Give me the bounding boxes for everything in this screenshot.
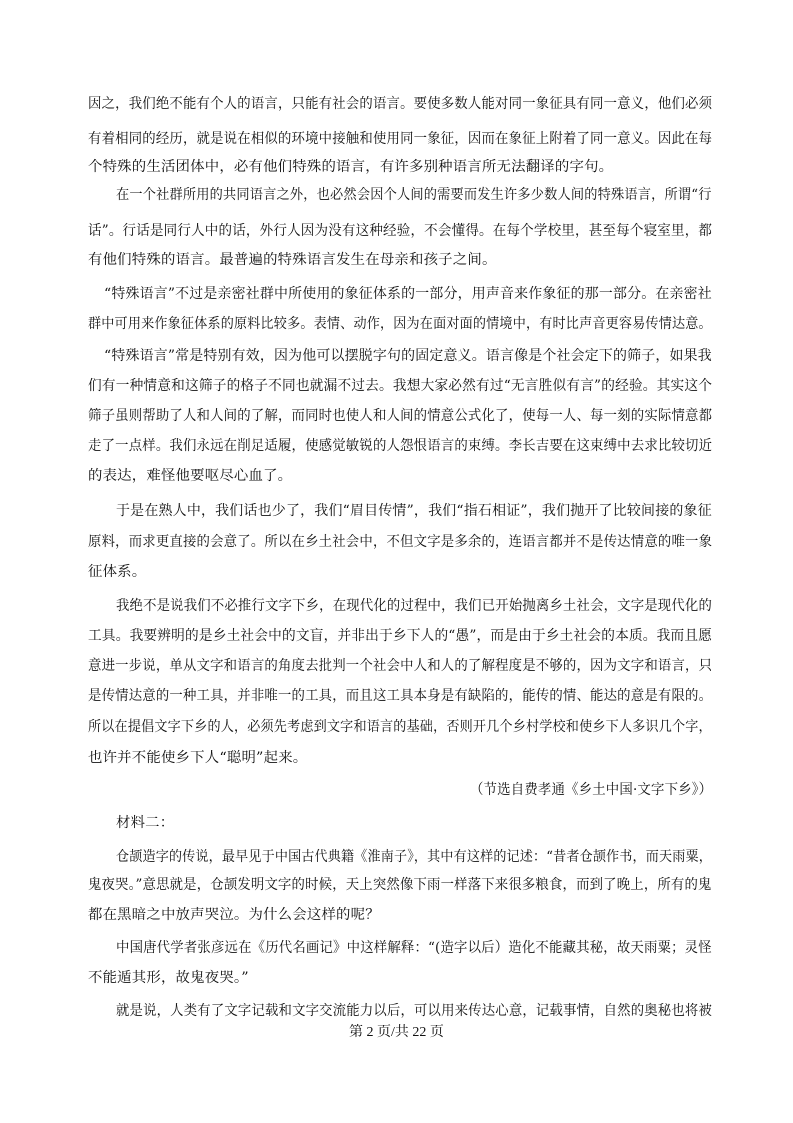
text-line: 仓颉造字的传说，最早见于中国古代典籍《淮南子》，其中有这样的记述：“昔者仓颉作书，而天雨粟， (116, 849, 712, 865)
text-line: 筛子虽则帮助了人和人间的了解，而同时也使人和人间的情意公式化了，使每一人、每一刻的实际情意都 (88, 408, 713, 424)
text-line: 原料，而求更直接的会意了。所以在乡土社会中，不但文字是多余的，连语言都并不是传达情意的唯一象 (88, 534, 713, 550)
text-line: 于是在熟人中，我们话也少了，我们“眉目传情”，我们“指石相证”，我们抛开了比较间接的象征 (116, 503, 712, 519)
text-line: 群中可用来作象征体系的原料比较多。表情、动作，因为在面对面的情境中，有时比声音更容易传情达意。 (88, 316, 712, 332)
text-line: 中国唐代学者张彦远在《历代名画记》中这样解释：“(造字以后）造化不能藏其秘，故天雨粟；灵怪 (116, 940, 712, 956)
section-heading: 材料二： (116, 815, 175, 831)
text-line: 是传情达意的一种工具，并非唯一的工具，而且这工具本身是有缺陷的，能传的情、能达的意是有限的。 (88, 688, 713, 704)
text-line: 因之，我们绝不能有个人的语言，只能有社会的语言。要使多数人能对同一象征具有同一意义，他们必须 (88, 96, 713, 112)
text-line: 工具。我要辨明的是乡土社会中的文盲，并非出于乡下人的“愚”，而是由于乡土社会的本质。我而且愿 (88, 628, 713, 644)
text-line: 鬼夜哭。”意思就是，仓颉发明文字的时候，天上突然像下雨一样落下来很多粮食，而到了晚上，所有的鬼 (88, 877, 712, 893)
text-line: 个特殊的生活团体中，必有他们特殊的语言，有许多别种语言所无法翻译的字句。 (88, 159, 614, 175)
text-line: 不能遁其形，故鬼夜哭。” (88, 970, 249, 986)
text-line: 就是说，人类有了文字记载和文字交流能力以后，可以用来传达心意，记载事情，自然的奥秘也将被 (116, 1003, 712, 1019)
text-line: 的表达，难怪他要呕尽心血了。 (88, 468, 293, 484)
text-line: 在一个社群所用的共同语言之外，也必然会因个人间的需要而发生许多少数人间的特殊语言，所谓“行 (116, 187, 712, 203)
text-line: 征体系。 (88, 564, 147, 580)
text-line: 有他们特殊的语言。最普遍的特殊语言发生在母亲和孩子之间。 (88, 252, 497, 268)
source-citation: （节选自费孝通《乡土中国·文字下乡》） (470, 782, 713, 798)
text-line: 都在黑暗之中放声哭泣。为什么会这样的呢？ (88, 907, 380, 923)
text-line: “特殊语言”常是特别有效，因为他可以摆脱字句的固定意义。语言像是个社会定下的筛子，如果我 (104, 348, 712, 364)
text-line: 们有一种情意和这筛子的格子不同也就漏不过去。我想大家必然有过“无言胜似有言”的经验。其实这个 (88, 378, 713, 394)
text-line: 所以在提倡文字下乡的人，必须先考虑到文字和语言的基础，否则开几个乡村学校和使乡下人多识几个字， (88, 719, 712, 735)
text-line: “特殊语言”不过是亲密社群中所使用的象征体系的一部分，用声音来作象征的那一部分。在亲密社 (104, 286, 712, 302)
text-line: 我绝不是说我们不必推行文字下乡，在现代化的过程中，我们已开始抛离乡土社会，文字是现代化的 (116, 598, 712, 614)
text-line: 也许并不能使乡下人“聪明”起来。 (88, 750, 308, 766)
page-number-footer: 第 2 页/共 22 页 (349, 1025, 444, 1040)
text-line: 走了一点样。我们永远在削足适履，使感觉敏锐的人怨恨语言的束缚。李长吉要在这束缚中去求比较切近 (88, 438, 713, 454)
text-line: 有着相同的经历，就是说在相似的环境中接触和使用同一象征，因而在象征上附着了同一意义。因此在每 (88, 131, 713, 147)
text-line: 话”。行话是同行人中的话，外行人因为没有这种经验，不会懂得。在每个学校里，甚至每个寝室里，都 (88, 223, 713, 239)
text-line: 意进一步说，单从文字和语言的角度去批判一个社会中人和人的了解程度是不够的，因为文字和语言，只 (88, 658, 713, 674)
